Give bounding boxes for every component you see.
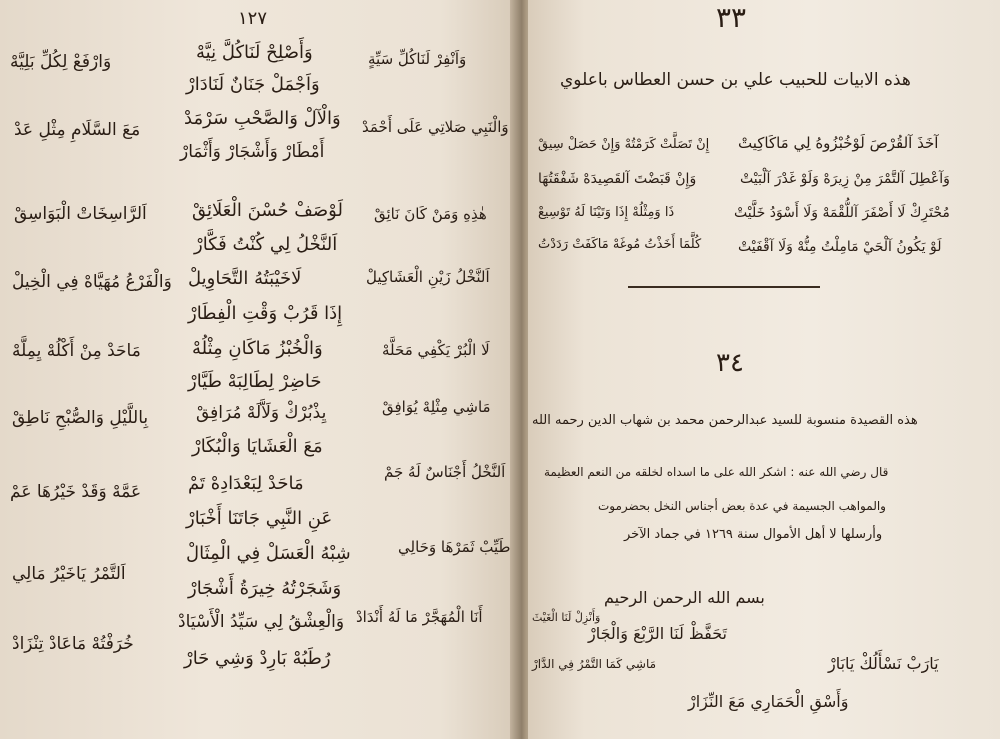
verse-col2-line-15: شِبْهُ الْعَسَلْ فِي الْمِثَالْ [186, 543, 351, 564]
verse-col3-line-1: وَارْفَعْ لِكُلِّ بَلِيَّهْ [10, 52, 112, 72]
verse-col1-line-8: طَيِّبْ ثَمَرْهَا وَحَالِي [398, 538, 511, 556]
verse-col3-line-2: مَعَ السَّلَامِ مِثْلِ عَدْ [14, 120, 141, 140]
verse-col3-line-7: عَمَّهْ وَقَدْ خَيْرُهَا عَمْ [10, 482, 142, 502]
poem-33-verse-r1: آخَذَ آلقُرْصَ لَوْخُبْزُوهُ لِي مَاكَاكِيتْ [738, 134, 939, 152]
poem-33-verse-l3: ذَا وَمِثْلُهْ إِذَا وَتَيْنَا لَهُ تَوْسِيعْ [538, 205, 675, 220]
poem-33-verse-r4: لَوْ يَكُونُ آلْحَيْ مَامِلْتُ مِنُّهْ وَلَا آقْفَيْتْ [738, 239, 942, 255]
verse-col2-line-8: إِذَا قَرُبْ وَقْتِ الْفِطَارْ [188, 303, 343, 324]
verse-col2-line-17: وَالْعِشْقُ لِي سَيِّدُ الْأَسْيَادْ [178, 612, 345, 632]
verse-col1-line-1: وَاَنْفِرْ لَنَاكُلِّ سَيِّةٍ [368, 50, 467, 68]
verse-col2-line-13: مَاحَدْ لِبَعْدَادِهْ تَمْ [188, 473, 304, 494]
poem-33-number: ٣٣ [716, 1, 747, 34]
verse-col2-line-5: لَوْصَفْ حُسْنَ الْعَلَائِقْ [192, 200, 343, 221]
poem-34-basmala: بسم الله الرحمن الرحيم [604, 588, 765, 607]
poem-33-verse-r2: وَآعْطِلَ آلتَّمْرَ مِنْ زِيرَهْ وَلَوْ غَدْرَ آلْبَيْتْ [740, 171, 950, 187]
verse-col2-line-14: عَنِ النَّبِي جَاتَنَا أَخْبَارْ [186, 508, 333, 529]
poem-34-verse-1: يَارَبْ نَسْأَلُكْ يَابَارْ [828, 654, 939, 673]
verse-col1-line-2: وَالْنَبِي صَلاتِي عَلَى أَحْمَدْ [362, 118, 509, 136]
verse-col3-line-3: اَلرَّاسِخَاتْ الْبَوَاسِقْ [14, 204, 147, 224]
verse-col1-line-9: أَنَا الْمُهَجَّرْ مَا لَهُ أَنْدَادْ [356, 608, 483, 626]
verse-col2-line-18: رُطَبُهْ بَارِدْ وَشِي حَارْ [184, 648, 331, 669]
poem-34-verse-5: وَأَسْقِ الْحَمَارِي مَعَ النِّزَارْ [688, 692, 849, 711]
verse-col1-line-6: مَاشِي مِثْلِهْ يُوَافِقْ [382, 398, 491, 416]
verse-col2-line-16: وَشَجَرْتُهُ خِيرَةُ أَشْجَارْ [188, 578, 342, 599]
poem-33-title: هذه الابيات للحبيب علي بن حسن العطاس باعلوي [560, 70, 911, 90]
page-number: ١٢٧ [238, 8, 268, 29]
verse-col1-line-3: هٰذِهِ وَمَنْ كَانَ نَائِقْ [374, 205, 487, 223]
verse-col2-line-2: وَاَجْمَلْ جَنَانٌ لَنَادَارْ [186, 74, 320, 95]
verse-col2-line-4: أَمْطَارْ وَأَشْجَارْ وَأَثْمَارْ [180, 142, 325, 162]
verse-col2-line-11: يِذْبُرْكْ وَلَاَّلَهْ مُرَافِقْ [196, 403, 327, 423]
poem-33-verse-r3: مُحْتَرِكْ لَا أَصْفَرَ آللُّقْمَهْ وَلَا أَسْوَدُ خَلَّيْتْ [734, 205, 950, 221]
verse-col3-line-4: وَالْفَرْعُ مُهَيَّاهْ فِي الْخِيلْ [12, 272, 172, 292]
poem-34-intro-line-3: وأرسلها لا أهل الأموال سنة ١٢٦٩ في جماد الآخر [624, 527, 883, 542]
verse-col3-line-9: خُرَفْتُهْ مَاعَادْ تِنْزَادْ [12, 634, 134, 654]
verse-col1-line-7: اَلنَّخْلُ أَجْنَاسٌ لَهُ جَمْ [384, 463, 506, 481]
verse-col3-line-8: اَلتَّمْرُ يَاخَيْرُ مَالِي [12, 564, 126, 584]
poem-34-verse-4: مَاشِي كَمَا التَّمْرُ فِي الدَّارْ [532, 657, 657, 671]
poem-33-verse-l2: وَإِنْ قَبَضْتَ آلقَصِيدَهْ شَفْقَتُهَا [538, 171, 697, 187]
poem-34-intro-line-1: قال رضي الله عنه : اشكر الله على ما اسداه لخلقه من النعم العظيمة [544, 465, 889, 479]
poem-34-verse-2: تَحَفَّظْ لَنَا الرَّبْعَ وَالْجَارْ [588, 624, 727, 643]
poem-33-verse-l4: كُلَّمَا أَخَذْتُ مُوغَهْ مَاكَفَتْ رَدَدْتُ [538, 237, 702, 252]
poem-33-verse-l1: إِنْ تَصَلَّتْ كَرَمْتُهْ وَإِنْ حَصَلْ سِيقْ [538, 137, 710, 152]
verse-col1-line-5: لَا الْبُرْ يَكْفِي مَحَلَّهْ [382, 341, 490, 359]
verse-col2-line-1: وَأَصْلِحْ لَنَاكُلَّ نِيَّهْ [196, 42, 313, 63]
verse-col2-line-3: وَالْآلْ وَالصَّحْبِ سَرْمَدْ [184, 108, 341, 129]
verse-col2-line-9: وَالْخُبْزُ مَاكَانِ مِثْلُهْ [192, 338, 323, 359]
verse-col2-line-6: اَلنَّخْلُ لِي كُنْتُ فَكَّارْ [194, 234, 338, 255]
verse-col2-line-7: لَاخَيْبَتُهُ التَّحَاوِيلْ [188, 268, 302, 289]
verse-col2-line-10: حَاضِرْ لِطَالِبَهْ طَيَّارْ [188, 371, 322, 392]
poem-34-intro-line-2: والمواهب الجسيمة في عدة بعض أجناس النخل بحضرموت [598, 499, 886, 513]
verse-col1-line-4: اَلنَّخْلُ زَيْنِ الْعَشَاكِيلْ [366, 268, 490, 286]
poem-34-number: ٣٤ [716, 348, 744, 378]
poem-34-title: هذه القصيدة منسوبة للسيد عبدالرحمن محمد بن شهاب الدين رحمه الله [532, 413, 918, 428]
verse-col2-line-12: مَعَ الْعَشَايَا وَالْبُكَارْ [192, 436, 323, 457]
right-page-lower [528, 0, 1000, 739]
verse-col3-line-6: بِاللَّيْلِ وَالصُّبْحِ نَاطِقْ [12, 408, 149, 428]
poem-34-verse-3: وَأَنْزِلْ لَنَا الْغَيْثَ [532, 611, 601, 624]
verse-col3-line-5: مَاحَدْ مِنْ أَكْلُهْ يِمِلَّهْ [12, 341, 141, 361]
